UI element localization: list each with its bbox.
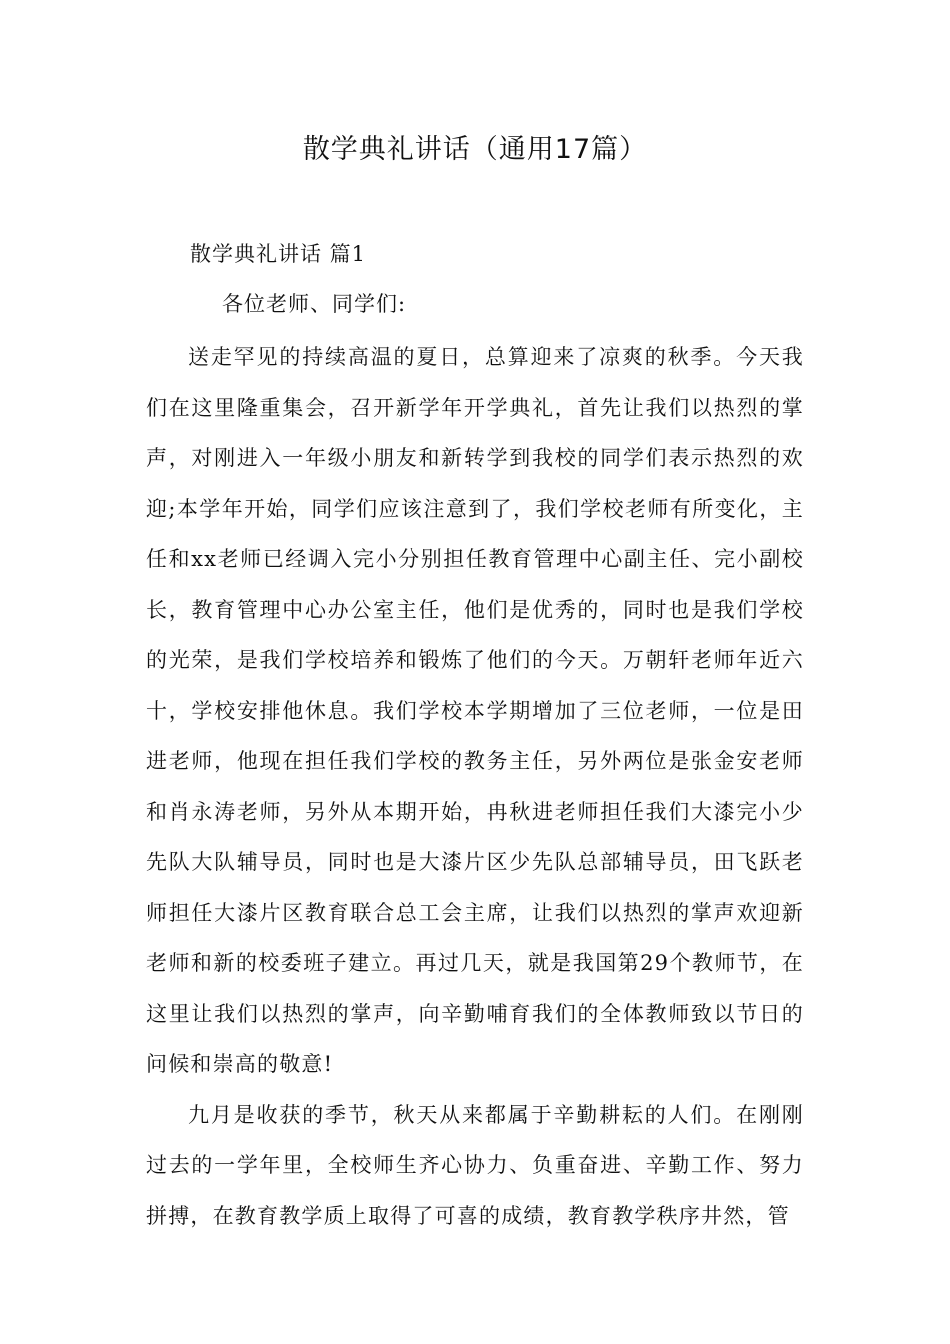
body-paragraph: 九月是收获的季节，秋天从来都属于辛勤耕耘的人们。在刚刚过去的一学年里，全校师生齐心协力、负重奋进、辛勤工作、努力拼搏，在教育教学质上取得了可喜的成绩，教育教学秩序井然，管 <box>146 1102 804 1228</box>
greeting-line: 各位老师、同学们: <box>222 292 407 316</box>
document-title: 散学典礼讲话（通用17篇） <box>302 134 648 165</box>
document-body <box>146 332 804 1241</box>
section-heading: 散学典礼讲话 篇1 <box>190 242 367 266</box>
body-paragraph: 送走罕见的持续高温的夏日，总算迎来了凉爽的秋季。今天我们在这里隆重集会，召开新学年开学典礼，首先让我们以热烈的掌声，对刚进入一年级小朋友和新转学到我校的同学们表示热烈的欢迎;本学年开始，同学们应该注意到了，我们学校老师有所变化，主任和xx老师已经调入完小分别担任教育管理中心副主任、完小副校长，教育管理中心办公室主任，他们是优秀的，同时也是我们学校的光荣，是我们学校培养和锻炼了他们的今天。万朝轩老师年近六十，学校安排他休息。我们学校本学期增加了三位老师，一位是田进老师，他现在担任我们学校的教务主任，另外两位是张金安老师和肖永涛老师，另外从本期开始，冉秋进老师担任我们大漆完小少先队大队辅导员，同时也是大漆片区少先队总部辅导员，田飞跃老师担任大漆片区教育联合总工会主席，让我们以热烈的掌声欢迎新老师和新的校委班子建立。再过几天，就是我国第29个教师节，在这里让我们以热烈的掌声，向辛勤哺育我们的全体教师致以节日的问候和崇高的敬意! <box>146 345 804 1076</box>
